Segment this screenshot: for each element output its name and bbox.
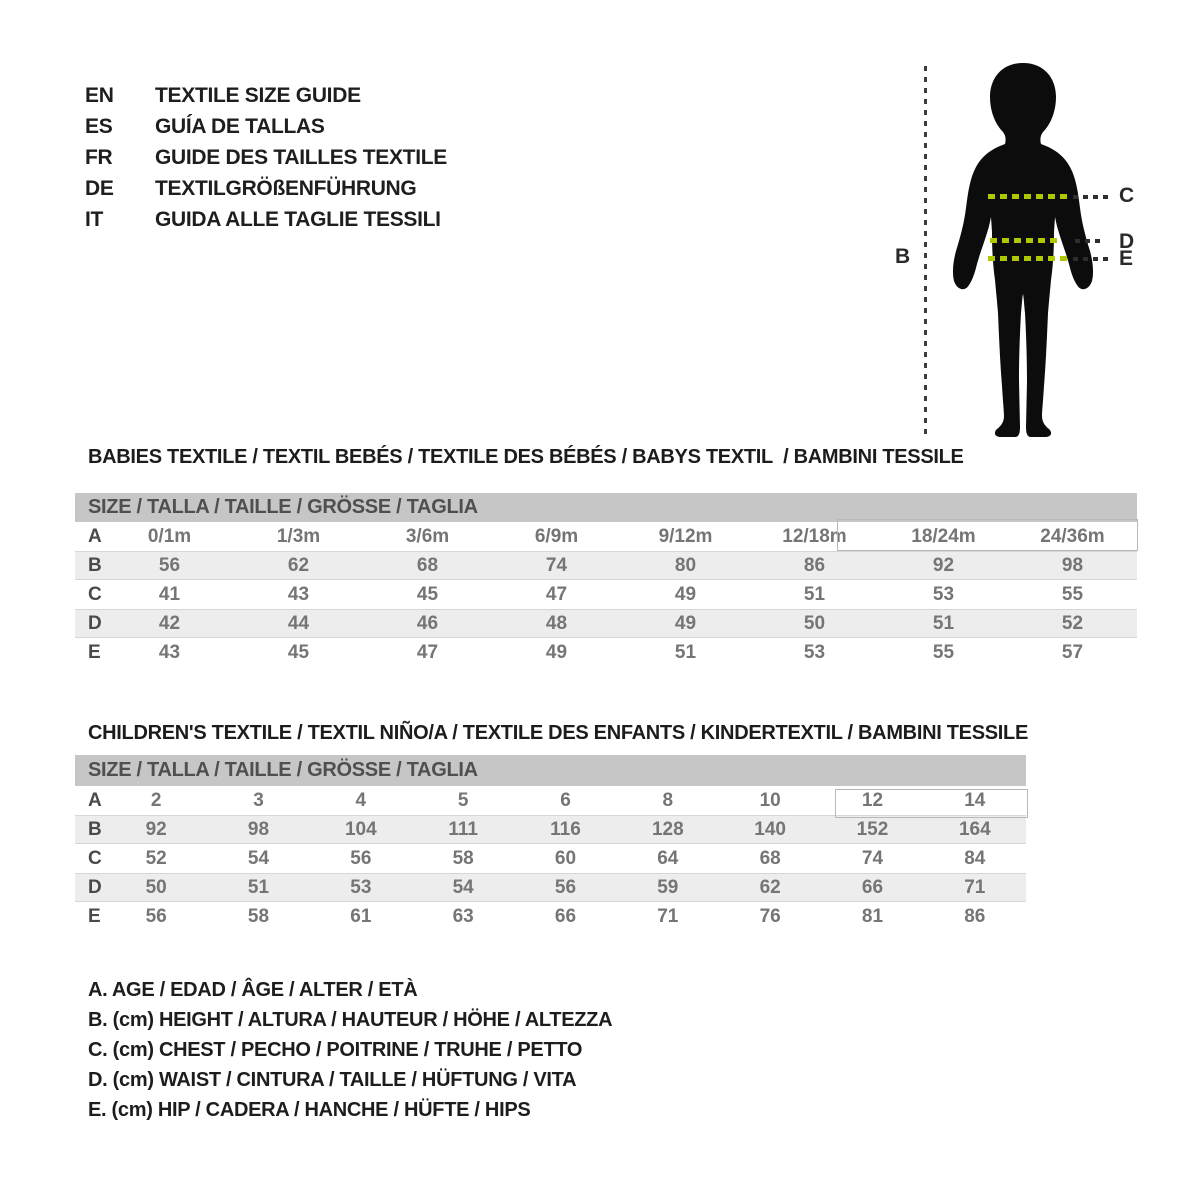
table-cell: 53 bbox=[932, 584, 955, 605]
table-cell: 43 bbox=[287, 584, 310, 605]
table-cell: 62 bbox=[759, 877, 781, 898]
table-cell: 52 bbox=[145, 848, 167, 869]
table-cell: 80 bbox=[674, 555, 697, 576]
table-cell: 58 bbox=[247, 906, 270, 927]
legend-item: B. (cm) HEIGHT / ALTURA / HAUTEUR / HÖHE / ALTEZZA bbox=[88, 1009, 613, 1031]
language-row bbox=[85, 80, 447, 111]
table-cell: 71 bbox=[964, 877, 986, 898]
table-cell: 164 bbox=[958, 819, 991, 840]
table-cell: 51 bbox=[674, 642, 697, 663]
language-row bbox=[85, 204, 447, 235]
table-cell: 8 bbox=[662, 790, 674, 811]
table-cell: 64 bbox=[657, 848, 679, 869]
table-cell: 54 bbox=[247, 848, 270, 869]
legend-item: C. (cm) CHEST / PECHO / POITRINE / TRUHE / PETTO bbox=[88, 1039, 583, 1061]
babies-section-title: BABIES TEXTILE / TEXTIL BEBÉS / TEXTILE DES BÉBÉS / BABYS TEXTIL / BAMBINI TESSILE bbox=[88, 446, 964, 468]
table-cell: 57 bbox=[1061, 642, 1084, 663]
row-values bbox=[105, 844, 1026, 873]
row-values bbox=[105, 610, 1137, 637]
table-row bbox=[75, 551, 1137, 580]
table-cell: 56 bbox=[350, 848, 372, 869]
table-cell: 62 bbox=[287, 555, 310, 576]
babies-size-table bbox=[75, 493, 1137, 667]
children-size-header: SIZE / TALLA / TAILLE / GRÖSSE / TAGLIA bbox=[75, 755, 1026, 786]
children-table-body bbox=[75, 786, 1026, 931]
table-cell: 58 bbox=[452, 848, 474, 869]
row-letter: B bbox=[88, 555, 102, 576]
table-cell: 63 bbox=[452, 906, 474, 927]
table-cell: 4 bbox=[355, 790, 367, 811]
children-section-title: CHILDREN'S TEXTILE / TEXTIL NIÑO/A / TEXTILE DES ENFANTS / KINDERTEXTIL / BAMBINI TESSILE bbox=[88, 722, 1028, 744]
row-values bbox=[105, 580, 1137, 609]
table-cell: 9/12m bbox=[658, 526, 713, 547]
table-cell: 61 bbox=[350, 906, 372, 927]
chest-leader-line bbox=[1073, 195, 1108, 199]
table-cell: 92 bbox=[145, 819, 167, 840]
row-letter: C bbox=[88, 848, 102, 869]
table-cell: 55 bbox=[1061, 584, 1084, 605]
row-letter: E bbox=[88, 642, 101, 663]
table-cell: 50 bbox=[145, 877, 167, 898]
row-values bbox=[105, 816, 1026, 843]
waist-leader-line bbox=[1075, 239, 1105, 243]
chest-measure-line bbox=[988, 194, 1068, 199]
children-size-table bbox=[75, 755, 1026, 931]
table-cell: 52 bbox=[1061, 613, 1084, 634]
table-cell: 6 bbox=[560, 790, 571, 811]
language-code: FR bbox=[85, 146, 113, 169]
table-cell: 74 bbox=[545, 555, 568, 576]
table-cell: 44 bbox=[287, 613, 310, 634]
guide-title: TEXTILGRÖßENFÜHRUNG bbox=[155, 177, 417, 200]
language-code: DE bbox=[85, 177, 114, 200]
table-cell: 45 bbox=[416, 584, 439, 605]
table-cell: 116 bbox=[550, 819, 581, 840]
table-cell: 51 bbox=[932, 613, 955, 634]
row-values bbox=[105, 902, 1026, 931]
hip-measure-line bbox=[988, 256, 1068, 261]
table-cell: 56 bbox=[145, 906, 167, 927]
table-cell: 43 bbox=[158, 642, 181, 663]
table-cell: 84 bbox=[964, 848, 986, 869]
table-cell: 10 bbox=[759, 790, 781, 811]
table-cell: 18/24m bbox=[911, 526, 976, 547]
table-cell: 12 bbox=[861, 790, 884, 811]
table-cell: 54 bbox=[452, 877, 474, 898]
guide-title: GUIDE DES TAILLES TEXTILE bbox=[155, 146, 447, 169]
waist-label: D bbox=[1119, 230, 1135, 253]
table-cell: 42 bbox=[158, 613, 181, 634]
table-cell: 111 bbox=[448, 819, 478, 840]
table-cell: 81 bbox=[861, 906, 884, 927]
table-cell: 56 bbox=[554, 877, 577, 898]
table-cell: 51 bbox=[803, 584, 826, 605]
row-values bbox=[105, 874, 1026, 901]
table-cell: 24/36m bbox=[1040, 526, 1105, 547]
table-cell: 68 bbox=[759, 848, 781, 869]
row-letter: A bbox=[88, 526, 102, 547]
height-label: B bbox=[895, 245, 911, 268]
table-cell: 49 bbox=[674, 613, 697, 634]
table-row bbox=[75, 902, 1026, 931]
table-cell: 41 bbox=[158, 584, 181, 605]
table-cell: 152 bbox=[856, 819, 889, 840]
row-values bbox=[105, 522, 1137, 551]
table-cell: 53 bbox=[803, 642, 826, 663]
babies-size-header: SIZE / TALLA / TAILLE / GRÖSSE / TAGLIA bbox=[75, 493, 1137, 522]
table-cell: 53 bbox=[350, 877, 372, 898]
table-cell: 46 bbox=[416, 613, 439, 634]
table-cell: 12/18m bbox=[782, 526, 847, 547]
table-cell: 66 bbox=[861, 877, 884, 898]
table-cell: 6/9m bbox=[534, 526, 579, 547]
table-cell: 66 bbox=[554, 906, 577, 927]
table-cell: 49 bbox=[545, 642, 568, 663]
table-cell: 59 bbox=[657, 877, 679, 898]
table-cell: 71 bbox=[657, 906, 679, 927]
table-cell: 51 bbox=[247, 877, 270, 898]
language-row bbox=[85, 111, 447, 142]
table-cell: 1/3m bbox=[276, 526, 321, 547]
table-cell: 48 bbox=[545, 613, 568, 634]
table-row bbox=[75, 638, 1137, 667]
language-row bbox=[85, 142, 447, 173]
row-values bbox=[105, 786, 1026, 815]
language-row bbox=[85, 173, 447, 204]
hip-leader-line bbox=[1073, 257, 1108, 261]
table-cell: 47 bbox=[545, 584, 568, 605]
waist-measure-line bbox=[990, 238, 1062, 243]
table-cell: 55 bbox=[932, 642, 955, 663]
table-cell: 3 bbox=[253, 790, 264, 811]
table-row bbox=[75, 815, 1026, 844]
language-code: ES bbox=[85, 115, 113, 138]
table-cell: 98 bbox=[247, 819, 270, 840]
table-cell: 98 bbox=[1061, 555, 1084, 576]
row-letter: D bbox=[88, 877, 102, 898]
table-cell: 3/6m bbox=[405, 526, 450, 547]
table-cell: 5 bbox=[457, 790, 469, 811]
table-row bbox=[75, 844, 1026, 873]
table-cell: 104 bbox=[344, 819, 377, 840]
row-values bbox=[105, 552, 1137, 579]
table-cell: 50 bbox=[803, 613, 826, 634]
language-code: IT bbox=[85, 208, 104, 231]
table-row bbox=[75, 609, 1137, 638]
table-cell: 45 bbox=[287, 642, 310, 663]
table-cell: 128 bbox=[651, 819, 684, 840]
table-row bbox=[75, 522, 1137, 551]
language-code: EN bbox=[85, 84, 114, 107]
chest-label: C bbox=[1119, 184, 1135, 207]
babies-table-body bbox=[75, 522, 1137, 667]
row-letter: E bbox=[88, 906, 101, 927]
table-cell: 0/1m bbox=[147, 526, 192, 547]
row-letter: A bbox=[88, 790, 102, 811]
table-cell: 76 bbox=[759, 906, 781, 927]
table-row bbox=[75, 873, 1026, 902]
guide-title: TEXTILE SIZE GUIDE bbox=[155, 84, 361, 107]
legend-item: E. (cm) HIP / CADERA / HANCHE / HÜFTE / HIPS bbox=[88, 1099, 531, 1121]
table-cell: 56 bbox=[158, 555, 181, 576]
table-cell: 92 bbox=[932, 555, 955, 576]
table-cell: 86 bbox=[964, 906, 986, 927]
table-cell: 47 bbox=[416, 642, 439, 663]
guide-title: GUIDA ALLE TAGLIE TESSILI bbox=[155, 208, 441, 231]
table-row bbox=[75, 786, 1026, 815]
measurement-legend bbox=[88, 975, 612, 1125]
row-letter: B bbox=[88, 819, 102, 840]
table-cell: 86 bbox=[803, 555, 826, 576]
table-cell: 60 bbox=[554, 848, 577, 869]
table-cell: 140 bbox=[754, 819, 786, 840]
legend-item: D. (cm) WAIST / CINTURA / TAILLE / HÜFTUNG / VITA bbox=[88, 1069, 577, 1091]
table-cell: 2 bbox=[150, 790, 162, 811]
hip-label: E bbox=[1119, 247, 1134, 270]
table-cell: 49 bbox=[674, 584, 697, 605]
child-silhouette bbox=[940, 50, 1120, 440]
row-letter: C bbox=[88, 584, 102, 605]
table-cell: 14 bbox=[964, 790, 986, 811]
row-values bbox=[105, 638, 1137, 667]
table-row bbox=[75, 580, 1137, 609]
legend-item: A. AGE / EDAD / ÂGE / ALTER / ETÀ bbox=[88, 979, 418, 1001]
table-cell: 74 bbox=[861, 848, 884, 869]
language-title-list bbox=[85, 80, 447, 235]
row-letter: D bbox=[88, 613, 102, 634]
height-measure-line bbox=[924, 66, 927, 438]
guide-title: GUÍA DE TALLAS bbox=[155, 115, 325, 138]
table-cell: 68 bbox=[416, 555, 439, 576]
